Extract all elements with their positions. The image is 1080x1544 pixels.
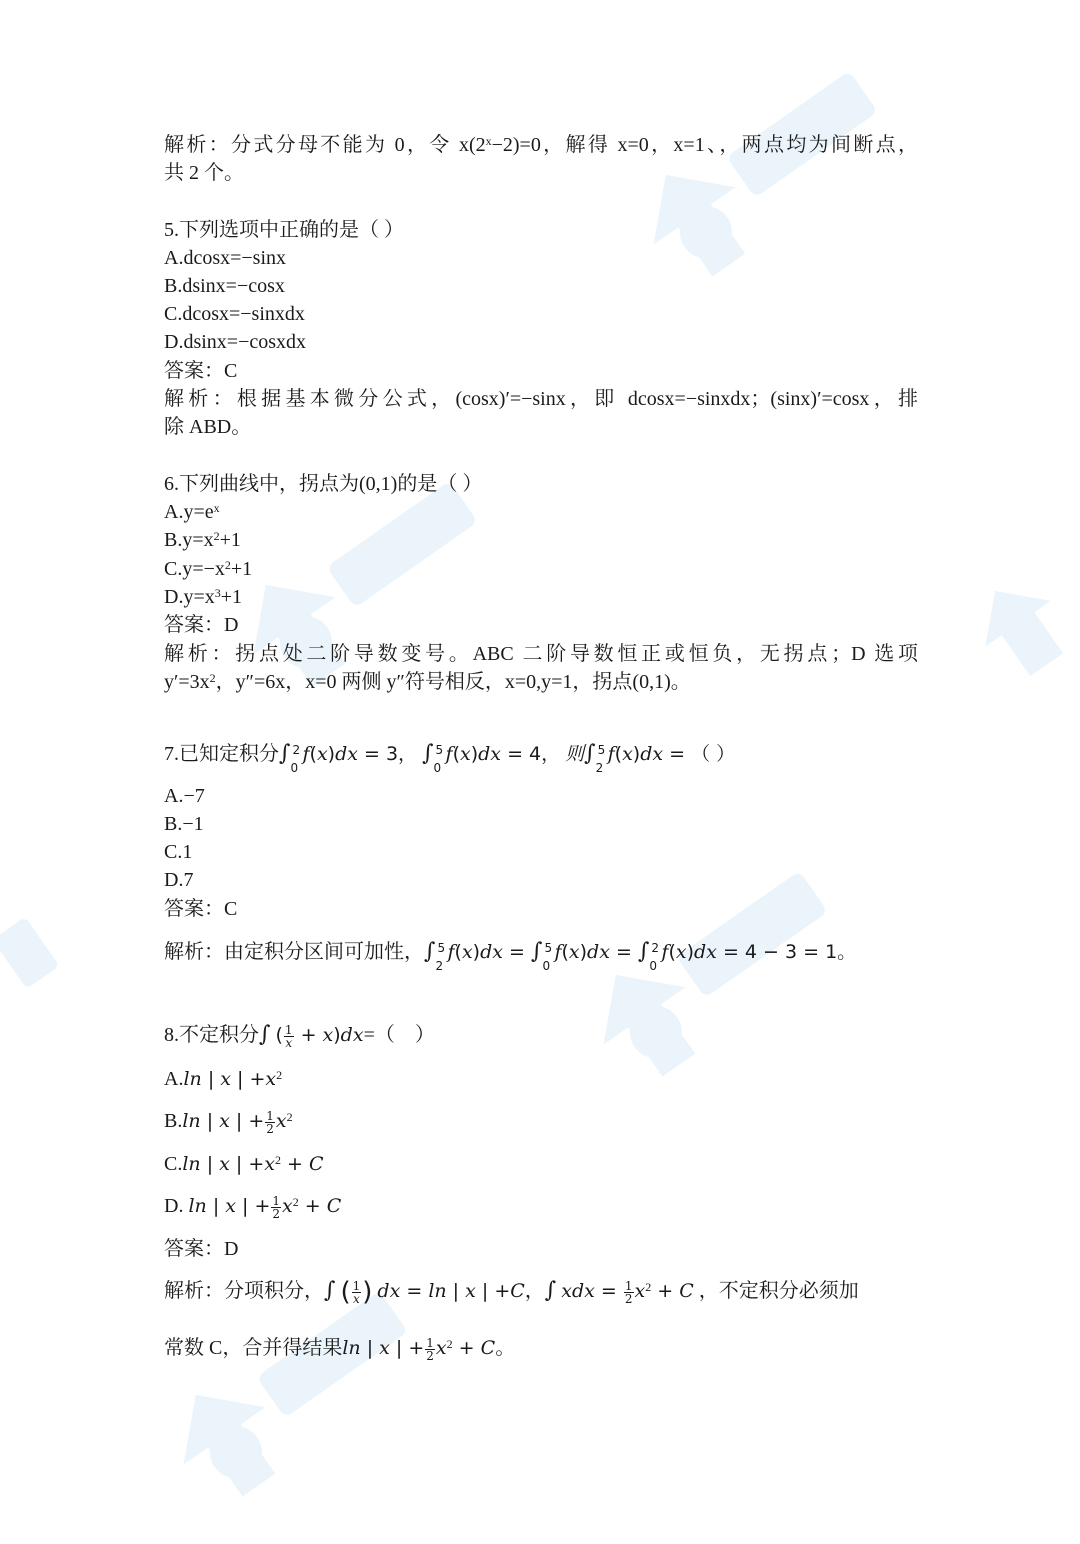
q6-option-a: $A.y=e^x$: [164, 501, 220, 523]
q7-answer: 答案：C: [164, 898, 238, 920]
q4-explanation-line1: 解析：分式分母不能为 0，令 $x(2^x-2)=0$，解得 x=0，x=1、，两点均为间断点，: [164, 134, 918, 156]
q8-option-c: C.ln | x | $+x^2 + C$: [164, 1153, 324, 1175]
q5-option-c: C.dcosx=−sinxdx: [164, 303, 305, 325]
q7-option-d: D.7: [164, 869, 194, 891]
q5-explanation-line2: 除 ABD。: [164, 416, 252, 438]
q7-option-b: B.−1: [164, 813, 204, 835]
q6-explanation-line2: $y'=3x^2$，y″=6x，x=0 两侧 y″符号相反，x=0,y=1，拐点(0,1)。: [164, 671, 691, 693]
q8-option-a: A.ln | x | $+x^2$: [164, 1068, 283, 1090]
q5-option-d: D.dsinx=−cosxdx: [164, 331, 307, 353]
watermark-logo: [943, 540, 1080, 710]
q6-option-b: $B.y=x^2+1$: [164, 529, 241, 551]
q6-option-d: $D.y=x^3+1$: [164, 586, 243, 608]
q5-explanation-line1: 解析：根据基本微分公式，(cosx)′=−sinx，即 dcosx=−sinxdx；(sinx)′=cosx，排: [164, 388, 918, 410]
q7-explanation: 解析：由定积分区间可加性，∫ 5 2 f(x)dx = ∫ 5 0 f(x)dx = ∫ 2 0 f(x)dx = 4 − 3 = 1。: [164, 939, 857, 973]
q8-option-b: B.ln | x | + $\frac{1}{2}$ $x^2$: [164, 1108, 293, 1136]
q5-option-b: B.dsinx=−cosx: [164, 275, 285, 297]
q8-explanation-line1: 解析：分项积分，∫ ( $\frac{1}{x}$ ) dx = ln | x | +C，∫ xdx = $\frac{1}{2}$ $x^2 + C$ ，不定积分必须加: [164, 1277, 859, 1307]
q7-option-c: C.1: [164, 841, 193, 863]
watermark-logo: [544, 816, 877, 1124]
q6-explanation-line1: 解析：拐点处二阶导数变号。ABC 二阶导数恒正或恒负，无拐点；D 选项: [164, 643, 918, 665]
q8-answer: 答案：D: [164, 1238, 239, 1260]
q6-question: 6.下列曲线中，拐点为(0,1)的是（ ）: [164, 473, 483, 495]
q8-question: 8.不定积分∫ ( $\frac{1}{x}$ + x)dx=（ ）: [164, 1022, 435, 1050]
q7-question: 7.已知定积分∫ 2 0 f(x)dx = 3， ∫ 5 0 f(x)dx = 4， 则∫ 5 2 f(x)dx = （ ）: [164, 741, 736, 775]
watermark-logo: [0, 892, 83, 1008]
q6-answer: 答案：D: [164, 614, 239, 636]
q6-option-c: $C.y=-x^2+1$: [164, 558, 253, 580]
q7-option-a: A.−7: [164, 785, 205, 807]
q5-question: 5.下列选项中正确的是（ ）: [164, 219, 404, 241]
q8-explanation-line2: 常数 C，合并得结果ln | x | + $\frac{1}{2}$ $x^2 + C$。: [164, 1335, 516, 1363]
q4-explanation-line2: 共 2 个。: [164, 162, 244, 184]
watermark-logo: [594, 16, 927, 324]
q5-option-a: A.dcosx=−sinx: [164, 247, 287, 269]
q8-option-d: D. ln | x | + $\frac{1}{2}$ $x^2 + C$: [164, 1193, 342, 1221]
q5-answer: 答案：C: [164, 360, 238, 382]
